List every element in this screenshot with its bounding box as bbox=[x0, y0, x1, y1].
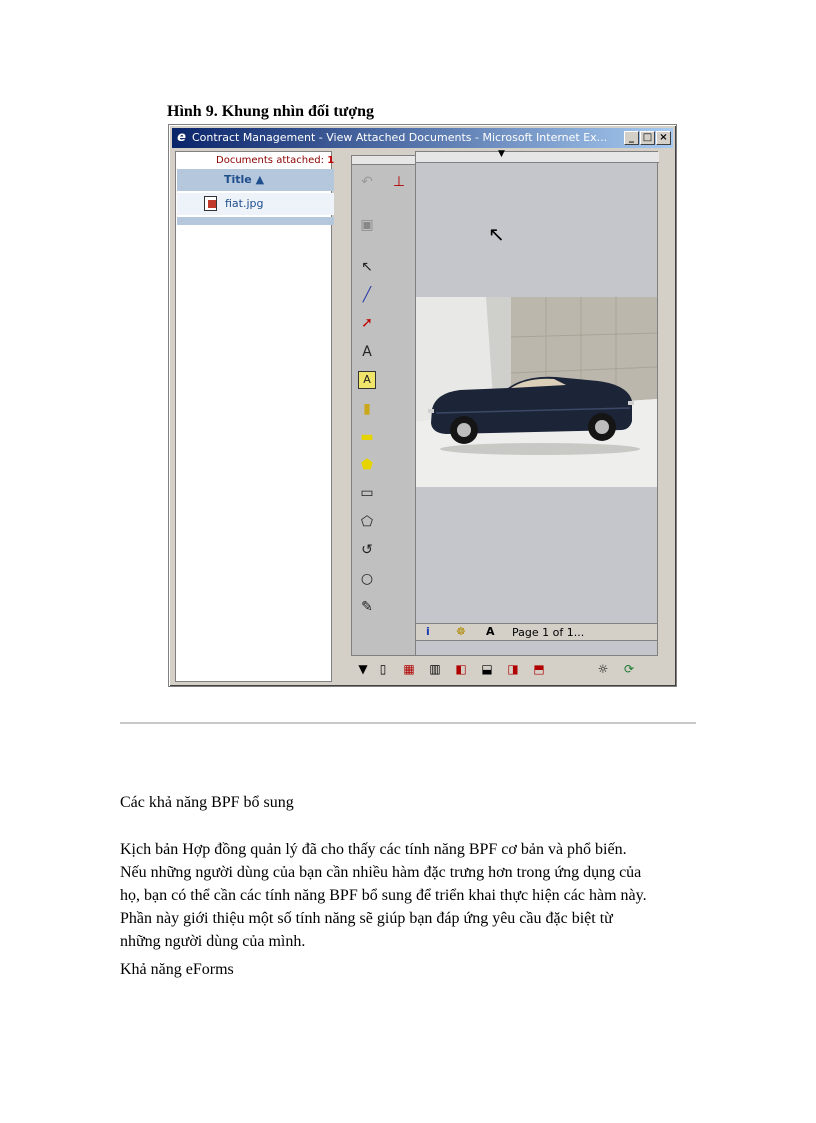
left-panel-icon[interactable]: ◧ bbox=[455, 662, 467, 676]
file-name[interactable]: fiat.jpg bbox=[225, 197, 264, 210]
line-tool-icon[interactable]: ╱ bbox=[362, 287, 372, 303]
collapse-arrow-icon[interactable]: ▼ bbox=[358, 662, 368, 676]
polygon-tool-icon[interactable]: ⬠ bbox=[360, 514, 374, 530]
top-panel-icon[interactable]: ⬒ bbox=[533, 662, 545, 676]
text-highlight-tool-icon[interactable]: A bbox=[358, 371, 376, 389]
freeform-tool-icon[interactable]: ↺ bbox=[361, 542, 373, 558]
title-column-header[interactable] bbox=[177, 169, 334, 191]
text-tool-icon[interactable]: A bbox=[362, 344, 372, 360]
thumbnail-grid-icon[interactable]: ▦ bbox=[403, 662, 415, 676]
save-icon[interactable]: ▣ bbox=[360, 217, 374, 233]
pen-tool-icon[interactable]: ✎ bbox=[361, 599, 373, 615]
internet-explorer-icon: e bbox=[177, 130, 186, 145]
documents-attached bbox=[216, 155, 334, 166]
document-viewer bbox=[415, 151, 658, 681]
minimize-icon[interactable]: _ bbox=[624, 131, 639, 145]
paragraph-line: họ, bạn có thể cần các tính năng BPF bổ sung để triển khai thực hiện các hàm này. bbox=[120, 887, 647, 904]
info-icon[interactable]: i bbox=[426, 625, 430, 638]
brightness-icon[interactable]: ☼ bbox=[597, 662, 609, 676]
single-page-icon[interactable]: ▯ bbox=[379, 662, 387, 676]
sticky-note-icon[interactable]: ▮ bbox=[363, 401, 371, 417]
paragraph-line: Phần này giới thiệu một số tính năng sẽ giúp bạn đáp ứng yêu cầu đặc biệt từ bbox=[120, 910, 613, 927]
rectangle-tool-icon[interactable]: ▭ bbox=[360, 485, 374, 501]
image-file-icon bbox=[204, 196, 217, 211]
bottom-panel-icon[interactable]: ⬓ bbox=[481, 662, 493, 676]
documents-attached-label: Documents attached: bbox=[216, 155, 324, 166]
car-photo bbox=[416, 297, 657, 487]
settings-icon[interactable]: ☸ bbox=[456, 625, 466, 638]
maximize-icon[interactable]: □ bbox=[640, 131, 655, 145]
list-footer bbox=[177, 217, 334, 225]
window-titlebar bbox=[172, 128, 673, 148]
ellipse-tool-icon[interactable]: ○ bbox=[360, 571, 374, 587]
arrow-tool-icon[interactable]: ➚ bbox=[361, 315, 373, 331]
page-toolbar bbox=[415, 623, 658, 641]
select-pointer-icon[interactable]: ↖ bbox=[361, 259, 373, 275]
two-page-icon[interactable]: ▥ bbox=[429, 662, 441, 676]
figure-caption: Hình 9. Khung nhìn đối tượng bbox=[167, 103, 374, 120]
section-title: Các khả năng BPF bổ sung bbox=[120, 794, 294, 811]
page-indicator: Page 1 of 1... bbox=[512, 626, 585, 639]
list-item[interactable] bbox=[177, 193, 334, 215]
undo-icon[interactable]: ↶ bbox=[361, 174, 373, 190]
chevron-down-icon[interactable]: ▼ bbox=[498, 149, 505, 159]
view-toolbar bbox=[351, 655, 658, 684]
title-column-label: Title ▲ bbox=[224, 173, 265, 186]
documents-attached-count: 1 bbox=[327, 155, 335, 166]
documents-pane bbox=[175, 151, 335, 682]
paragraph-line: Kịch bản Hợp đồng quản lý đã cho thấy các tính năng BPF cơ bản và phổ biến. bbox=[120, 841, 627, 858]
horizontal-divider bbox=[120, 722, 696, 724]
highlight-rectangle-icon[interactable]: ▬ bbox=[360, 429, 374, 445]
viewer-scroll-handle[interactable] bbox=[416, 149, 659, 163]
screenshot-window bbox=[168, 124, 677, 687]
toolbar-collapse-handle[interactable] bbox=[352, 156, 415, 165]
annotation-toolbar bbox=[351, 155, 416, 683]
right-panel-icon[interactable]: ◨ bbox=[507, 662, 519, 676]
paragraph-line: Nếu những người dùng của bạn cần nhiều hàm đặc trưng hơn trong ứng dụng của bbox=[120, 864, 642, 881]
paragraph-line: những người dùng của mình. bbox=[120, 933, 306, 950]
subsection-title: Khả năng eForms bbox=[120, 961, 234, 978]
filled-polygon-icon[interactable]: ⬟ bbox=[360, 457, 374, 473]
stamp-icon[interactable]: ⊥ bbox=[392, 174, 406, 190]
window-title: Contract Management - View Attached Documents - Microsoft Internet Ex... bbox=[192, 131, 608, 144]
mouse-cursor-icon: ↖ bbox=[488, 222, 505, 246]
rotate-icon[interactable]: ⟳ bbox=[623, 662, 635, 676]
body-paragraph bbox=[120, 838, 720, 953]
text-mode-icon[interactable]: A bbox=[486, 625, 495, 638]
close-icon[interactable]: × bbox=[656, 131, 671, 145]
